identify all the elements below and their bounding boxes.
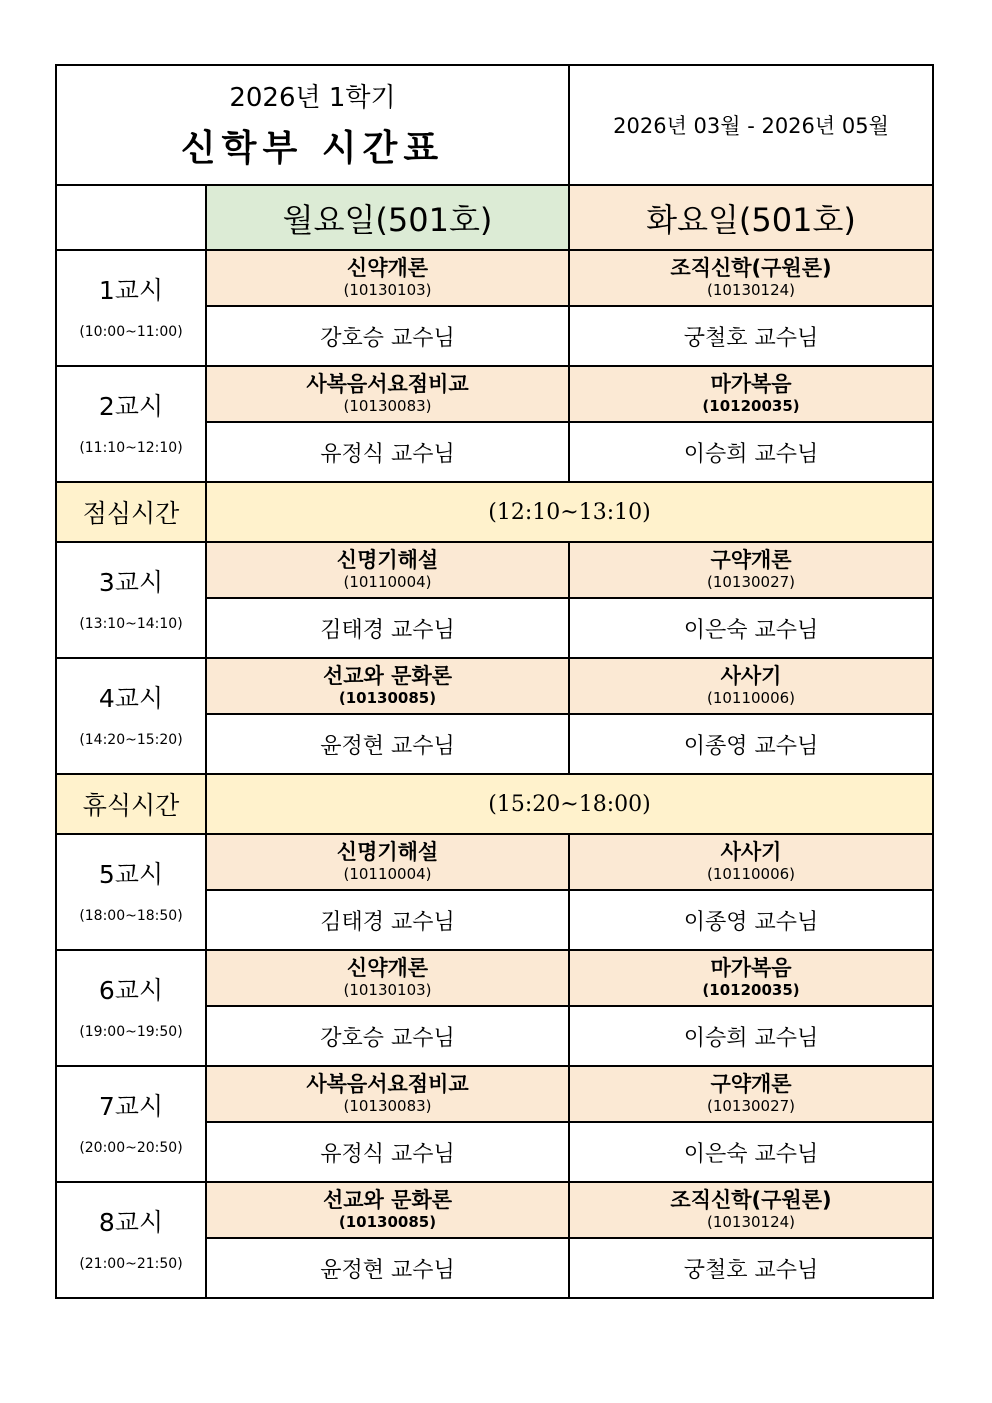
tuesday-course bbox=[569, 950, 933, 1006]
period-time: (19:00~19:50) bbox=[79, 1024, 183, 1040]
period-name: 1교시 bbox=[98, 276, 164, 305]
monday-professor: 윤정현 교수님 bbox=[206, 714, 569, 774]
day-header-monday: 월요일(501호) bbox=[206, 185, 569, 250]
course-code: (10110006) bbox=[706, 689, 796, 707]
monday-course bbox=[206, 834, 569, 890]
period-time: (14:20~15:20) bbox=[79, 732, 183, 748]
period-course-row bbox=[56, 542, 933, 598]
period-cell bbox=[56, 658, 206, 774]
period-name: 8교시 bbox=[98, 1208, 164, 1237]
period-course-row bbox=[56, 658, 933, 714]
period-cell bbox=[56, 1182, 206, 1298]
course-name: 신약개론 bbox=[346, 256, 429, 280]
monday-professor: 윤정현 교수님 bbox=[206, 1238, 569, 1298]
course-code: (10130085) bbox=[338, 689, 437, 707]
period-name: 2교시 bbox=[98, 392, 164, 421]
course-code: (10130027) bbox=[706, 1097, 796, 1115]
tuesday-professor: 이종영 교수님 bbox=[569, 714, 933, 774]
course-name: 마가복음 bbox=[710, 372, 792, 396]
period-cell bbox=[56, 542, 206, 658]
monday-professor: 강호승 교수님 bbox=[206, 306, 569, 366]
monday-professor: 유정식 교수님 bbox=[206, 1122, 569, 1182]
monday-professor: 김태경 교수님 bbox=[206, 598, 569, 658]
period-name: 7교시 bbox=[98, 1092, 164, 1121]
course-name: 사복음서요점비교 bbox=[306, 1072, 469, 1096]
course-name: 구약개론 bbox=[710, 548, 792, 572]
tuesday-professor: 이은숙 교수님 bbox=[569, 1122, 933, 1182]
period-course-row bbox=[56, 1066, 933, 1122]
break-row bbox=[56, 482, 933, 542]
monday-course bbox=[206, 950, 569, 1006]
period-course-row bbox=[56, 366, 933, 422]
tuesday-professor: 이종영 교수님 bbox=[569, 890, 933, 950]
course-name: 마가복음 bbox=[710, 956, 792, 980]
course-name: 신명기해설 bbox=[336, 548, 439, 572]
period-course-row bbox=[56, 250, 933, 306]
period-time: (10:00~11:00) bbox=[79, 324, 183, 340]
tuesday-professor: 이은숙 교수님 bbox=[569, 598, 933, 658]
monday-course bbox=[206, 1182, 569, 1238]
tuesday-professor: 이승희 교수님 bbox=[569, 1006, 933, 1066]
semester-label: 2026년 1학기 bbox=[229, 83, 396, 113]
period-course-row bbox=[56, 950, 933, 1006]
timetable-body bbox=[56, 65, 933, 1298]
period-time: (13:10~14:10) bbox=[79, 616, 183, 632]
period-time: (21:00~21:50) bbox=[79, 1256, 183, 1272]
monday-course bbox=[206, 250, 569, 306]
course-code: (10110004) bbox=[343, 865, 432, 883]
course-name: 신약개론 bbox=[346, 956, 429, 980]
tuesday-professor: 궁철호 교수님 bbox=[569, 306, 933, 366]
period-course-row bbox=[56, 834, 933, 890]
tuesday-course bbox=[569, 834, 933, 890]
course-code: (10130124) bbox=[706, 281, 796, 299]
period-range: 2026년 03월 - 2026년 05월 bbox=[569, 65, 933, 185]
course-code: (10120035) bbox=[702, 981, 800, 999]
corner-cell bbox=[56, 185, 206, 250]
course-code: (10110004) bbox=[343, 573, 432, 591]
course-name: 사사기 bbox=[720, 840, 782, 864]
break-label: 점심시간 bbox=[56, 482, 206, 542]
monday-course bbox=[206, 366, 569, 422]
break-row bbox=[56, 774, 933, 834]
course-code: (10120035) bbox=[702, 397, 800, 415]
tuesday-professor: 궁철호 교수님 bbox=[569, 1238, 933, 1298]
monday-professor: 강호승 교수님 bbox=[206, 1006, 569, 1066]
tuesday-course bbox=[569, 542, 933, 598]
course-name: 신명기해설 bbox=[336, 840, 439, 864]
course-code: (10130103) bbox=[343, 281, 432, 299]
period-name: 6교시 bbox=[98, 976, 164, 1005]
monday-course bbox=[206, 658, 569, 714]
break-label: 휴식시간 bbox=[56, 774, 206, 834]
timetable bbox=[55, 64, 934, 1299]
monday-professor: 유정식 교수님 bbox=[206, 422, 569, 482]
course-name: 조직신학(구원론) bbox=[670, 1188, 832, 1212]
period-time: (20:00~20:50) bbox=[79, 1140, 183, 1156]
monday-course bbox=[206, 542, 569, 598]
period-course-row bbox=[56, 1182, 933, 1238]
period-cell bbox=[56, 1066, 206, 1182]
course-name: 조직신학(구원론) bbox=[670, 256, 832, 280]
period-name: 3교시 bbox=[98, 568, 164, 597]
course-name: 선교와 문화론 bbox=[322, 1188, 453, 1212]
period-cell bbox=[56, 366, 206, 482]
period-name: 5교시 bbox=[98, 860, 164, 889]
title-cell bbox=[56, 65, 569, 185]
period-cell bbox=[56, 250, 206, 366]
tuesday-course bbox=[569, 250, 933, 306]
course-name: 선교와 문화론 bbox=[322, 664, 453, 688]
day-header-tuesday: 화요일(501호) bbox=[569, 185, 933, 250]
course-name: 사사기 bbox=[720, 664, 782, 688]
header-row bbox=[56, 65, 933, 185]
tuesday-course bbox=[569, 366, 933, 422]
break-time: (15:20~18:00) bbox=[206, 774, 933, 834]
course-code: (10130083) bbox=[343, 1097, 432, 1115]
course-code: (10130083) bbox=[343, 397, 432, 415]
course-code: (10130103) bbox=[343, 981, 432, 999]
break-time: (12:10~13:10) bbox=[206, 482, 933, 542]
course-code: (10130124) bbox=[706, 1213, 796, 1231]
course-name: 구약개론 bbox=[710, 1072, 792, 1096]
tuesday-course bbox=[569, 658, 933, 714]
day-header-row bbox=[56, 185, 933, 250]
period-cell bbox=[56, 834, 206, 950]
period-cell bbox=[56, 950, 206, 1066]
course-code: (10130027) bbox=[706, 573, 796, 591]
tuesday-professor: 이승희 교수님 bbox=[569, 422, 933, 482]
period-time: (11:10~12:10) bbox=[79, 440, 183, 456]
course-code: (10130085) bbox=[338, 1213, 437, 1231]
course-name: 사복음서요점비교 bbox=[306, 372, 469, 396]
period-name: 4교시 bbox=[98, 684, 164, 713]
tuesday-course bbox=[569, 1066, 933, 1122]
monday-course bbox=[206, 1066, 569, 1122]
page-title: 신학부 시간표 bbox=[180, 128, 445, 169]
course-code: (10110006) bbox=[706, 865, 796, 883]
monday-professor: 김태경 교수님 bbox=[206, 890, 569, 950]
tuesday-course bbox=[569, 1182, 933, 1238]
period-time: (18:00~18:50) bbox=[79, 908, 183, 924]
